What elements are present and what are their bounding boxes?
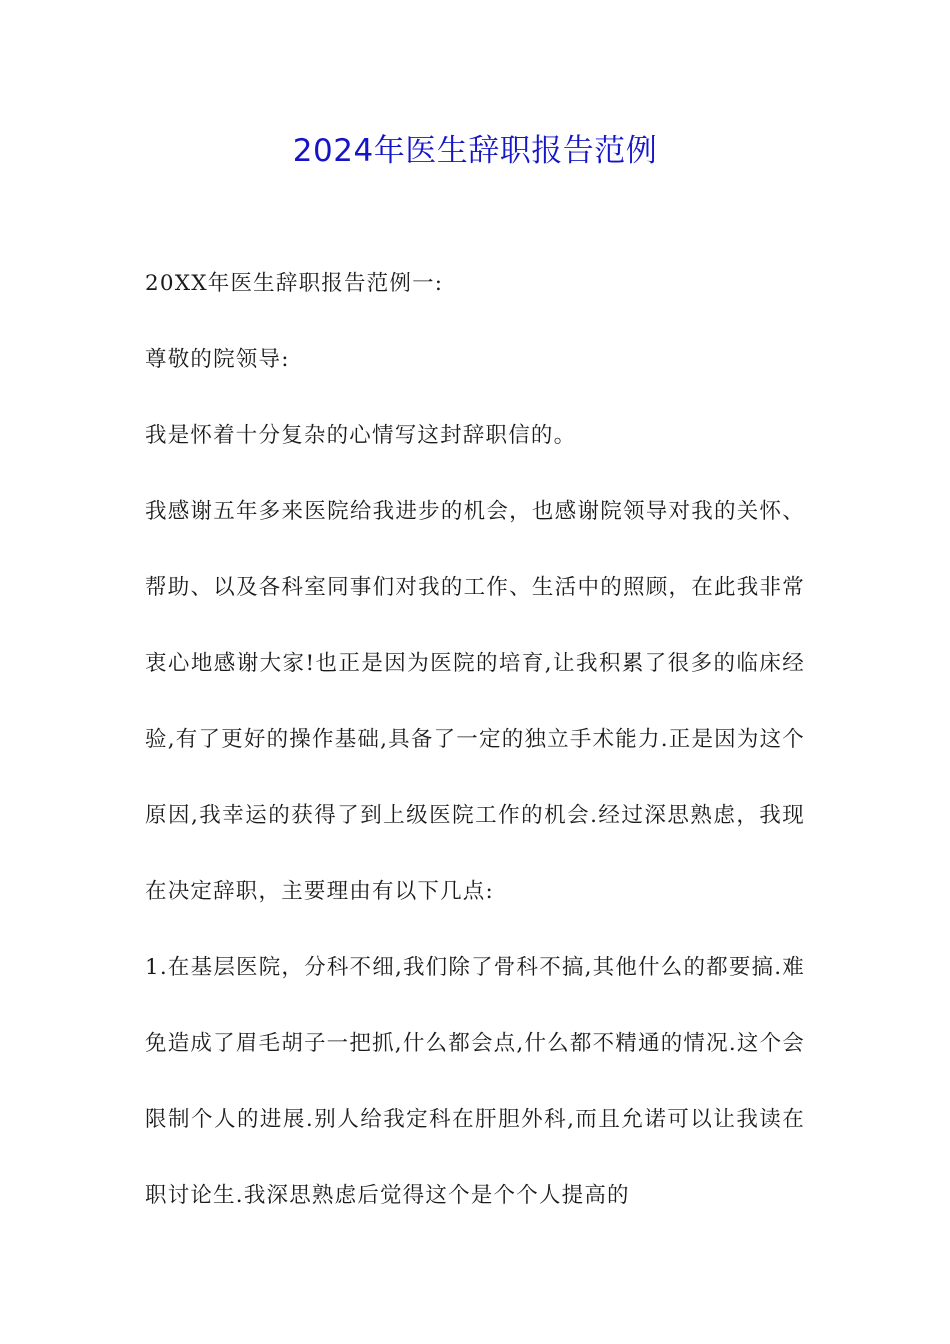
paragraph-intro: 我是怀着十分复杂的心情写这封辞职信的。 <box>145 423 577 448</box>
document-title: 2024年医生辞职报告范例 <box>292 133 658 169</box>
document-body <box>145 265 805 1253</box>
paragraph-thanks: 我感谢五年多来医院给我进步的机会，也感谢院领导对我的关怀、帮助、以及各科室同事们对我的工作、生活中的照顾，在此我非常衷心地感谢大家!也正是因为医院的培育,让我积累了很多的临床经验,有了更好的操作基础,具备了一定的独立手术能力.正是因为这个原因,我幸运的获得了到上级医院工作的机会.经过深思熟虑，我现在决定辞职，主要理由有以下几点: <box>145 499 805 904</box>
paragraph-reason-1: 1.在基层医院，分科不细,我们除了骨科不搞,其他什么的都要搞.难免造成了眉毛胡子一把抓,什么都会点,什么都不精通的情况.这个会限制个人的进展.别人给我定科在肝胆外科,而且允诺可以让我读在职讨论生.我深思熟虑后觉得这个是个个人提高的 <box>145 955 805 1208</box>
paragraph-heading: 20XX年医生辞职报告范例一: <box>145 271 444 296</box>
paragraph-salutation: 尊敬的院领导: <box>145 347 290 372</box>
